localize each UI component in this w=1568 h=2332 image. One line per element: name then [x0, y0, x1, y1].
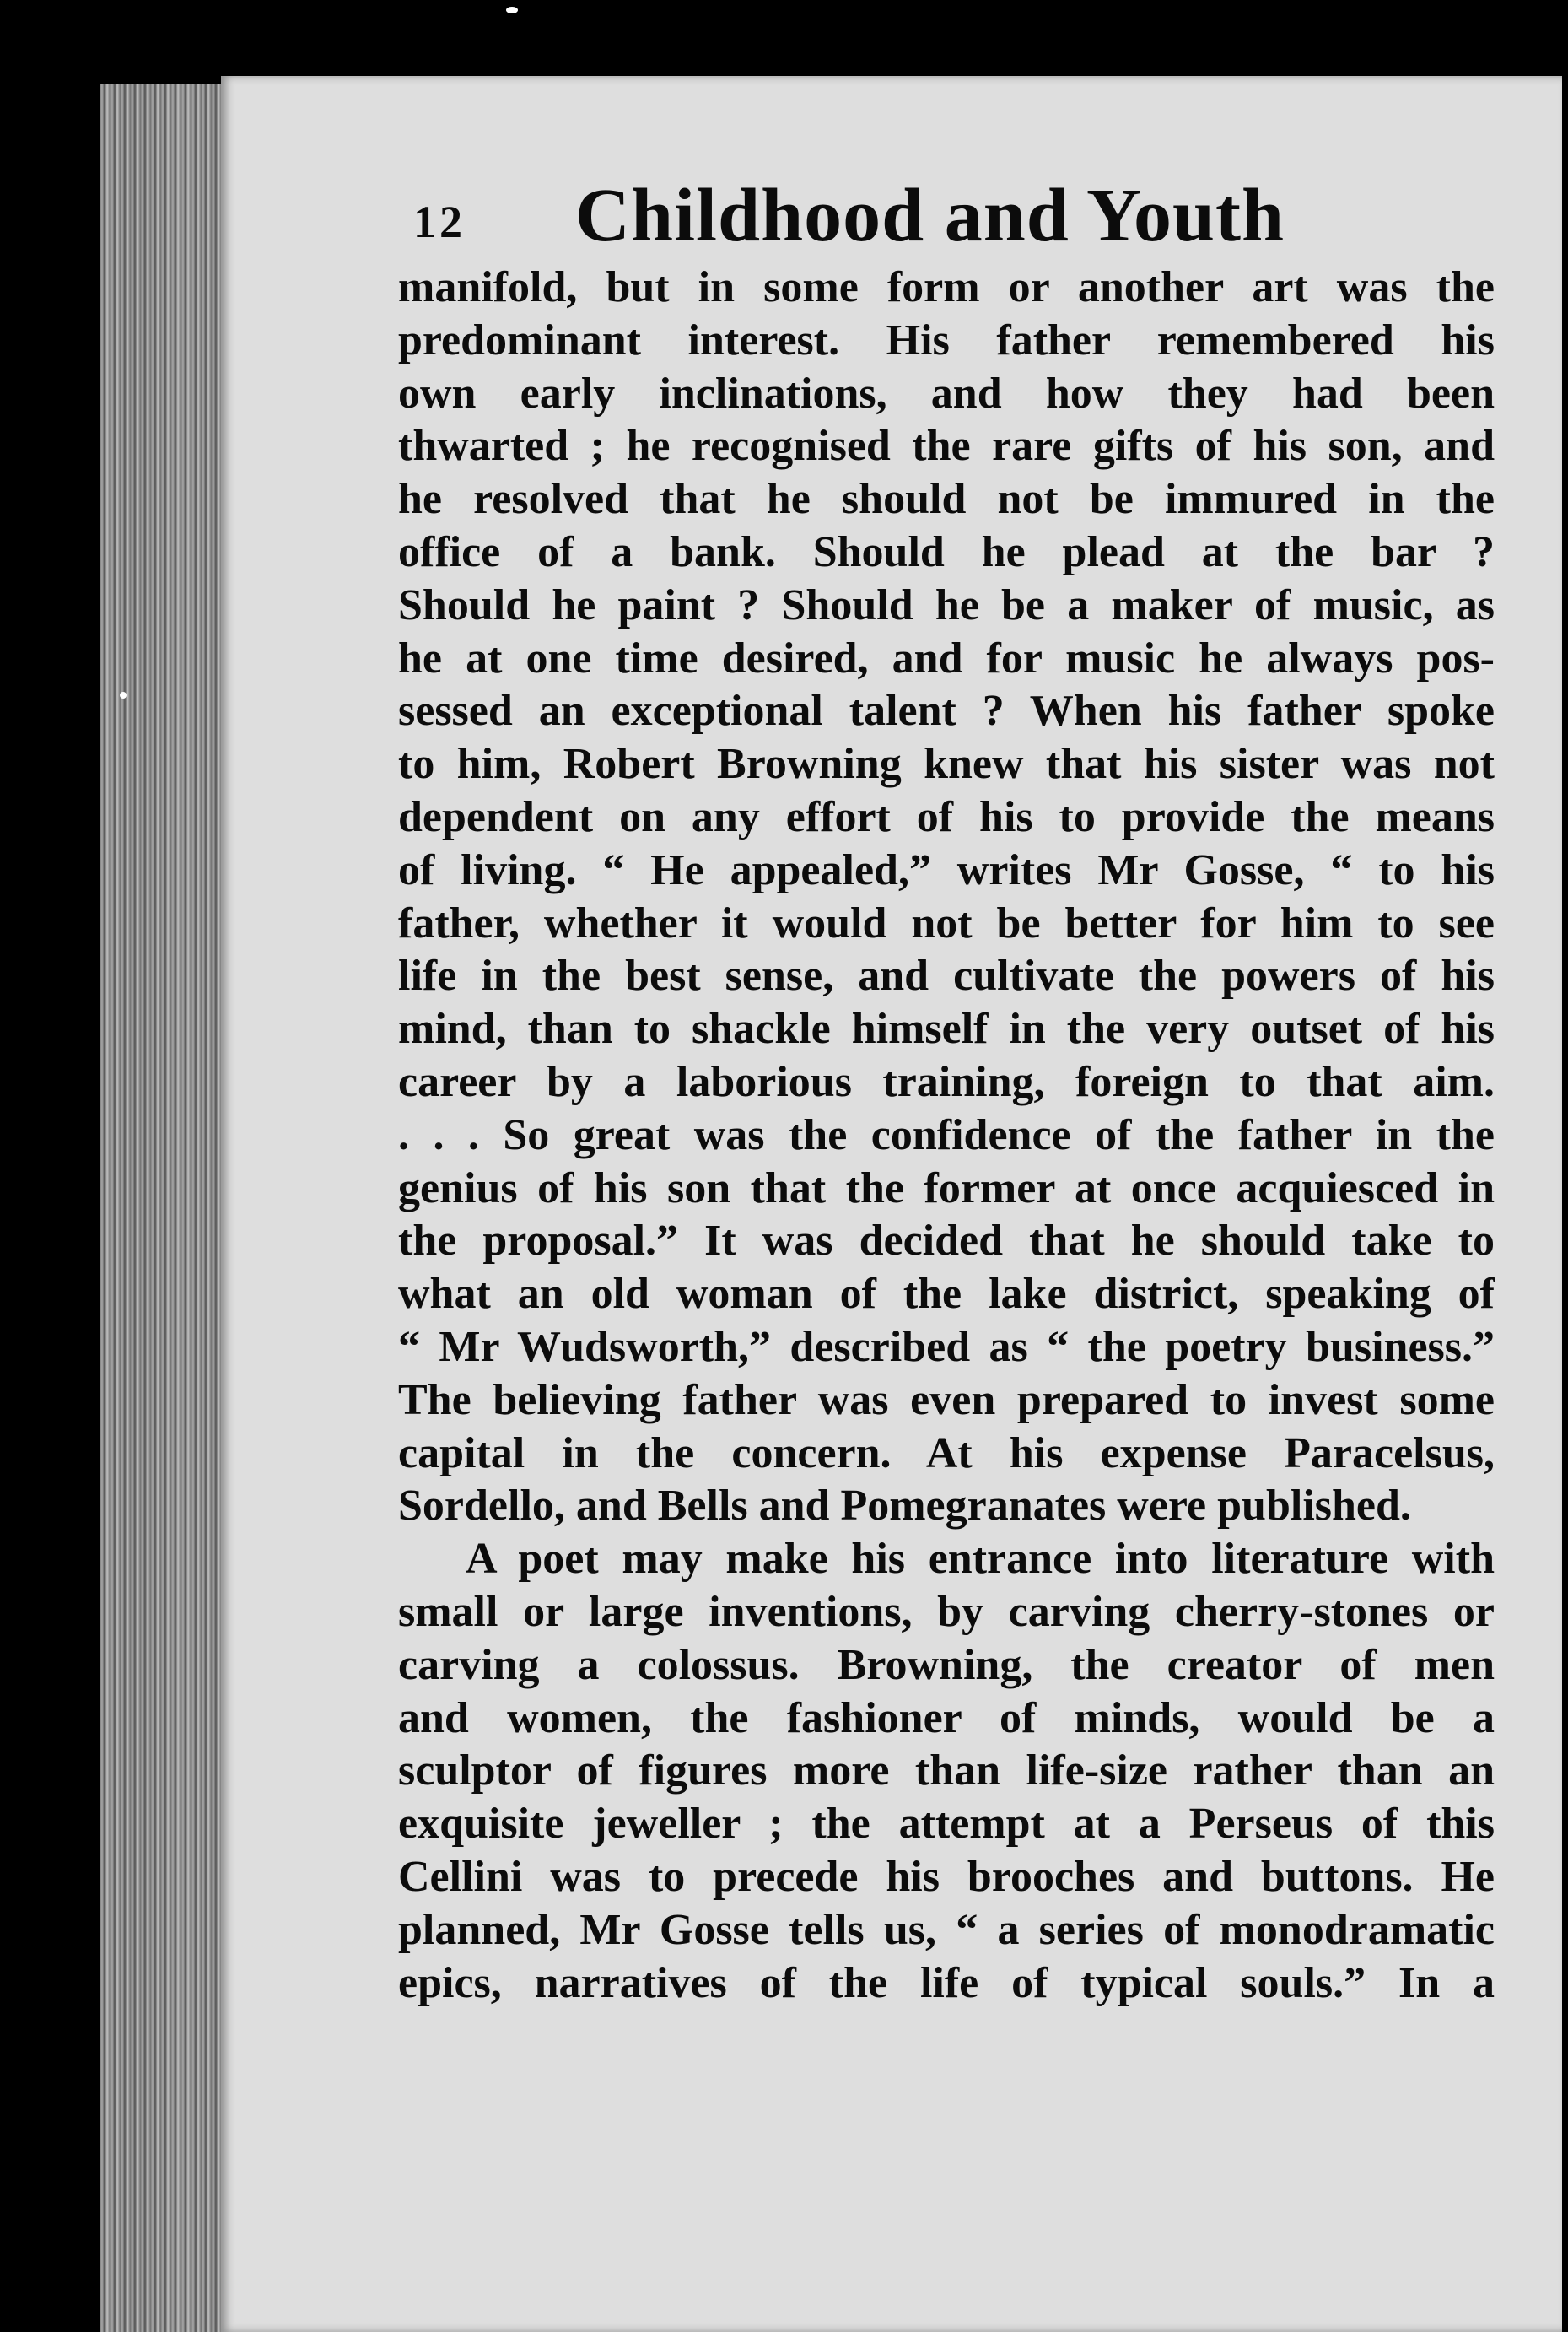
text-line: capital in the concern. At his expense Paracelsus, — [398, 1428, 1495, 1477]
text-line: sculptor of figures more than life-size rather than an — [398, 1746, 1495, 1795]
text-line: Should he paint ? Should he be a maker of music, as — [398, 580, 1495, 629]
text-line: to him, Robert Browning knew that his sister was not — [398, 740, 1495, 789]
text-line: thwarted ; he recognised the rare gifts of his son, and — [398, 422, 1495, 471]
dust-speck — [506, 7, 518, 13]
text-line: genius of his son that the former at once acquiesced in — [398, 1163, 1495, 1212]
text-line: carving a colossus. Browning, the creator of men — [398, 1640, 1495, 1689]
body-text — [390, 262, 1503, 2010]
running-head — [390, 143, 1503, 257]
text-line: mind, than to shackle himself in the very outset of his — [398, 1005, 1495, 1054]
book-page — [221, 76, 1562, 2332]
text-line: The believing father was even prepared to invest some — [398, 1375, 1495, 1424]
chapter-title: Childhood and Youth — [575, 174, 1285, 257]
text-line: epics, narratives of the life of typical souls.” In a — [398, 1958, 1495, 2007]
text-line: exquisite jeweller ; the attempt at a Perseus of this — [398, 1800, 1495, 1849]
text-line: predominant interest. His father remembered his — [398, 316, 1495, 364]
text-line: dependent on any effort of his to provide the means — [398, 792, 1495, 841]
book-page-edges — [100, 84, 230, 2332]
text-line: he resolved that he should not be immured in the — [398, 475, 1495, 524]
page-number: 12 — [413, 197, 466, 247]
text-line: own early inclinations, and how they had been — [398, 369, 1495, 418]
text-line: small or large inventions, by carving cherry-stones or — [398, 1587, 1495, 1636]
dust-speck — [120, 692, 127, 699]
text-line: Sordello, and Bells and Pomegranates were published. — [398, 1482, 1411, 1530]
text-line: of living. “ He appealed,” writes Mr Gosse, “ to his — [398, 845, 1495, 894]
text-line: planned, Mr Gosse tells us, “ a series of monodramatic — [398, 1905, 1495, 1954]
text-line: manifold, but in some form or another art was the — [398, 263, 1495, 311]
text-line: A poet may make his entrance into literature with — [466, 1535, 1495, 1584]
text-line: Cellini was to precede his brooches and buttons. He — [398, 1852, 1495, 1901]
text-line: “ Mr Wudsworth,” described as “ the poetry business.” — [398, 1322, 1495, 1371]
text-line: he at one time desired, and for music he always pos- — [398, 634, 1495, 683]
text-line: and women, the fashioner of minds, would be a — [398, 1693, 1495, 1742]
text-line: life in the best sense, and cultivate the powers of his — [398, 952, 1495, 1001]
text-line: father, whether it would not be better for him to see — [398, 899, 1495, 947]
text-line: career by a laborious training, foreign to that aim. — [398, 1057, 1495, 1106]
text-line: . . . So great was the confidence of the father in the — [398, 1110, 1495, 1159]
text-line: sessed an exceptional talent ? When his father spoke — [398, 687, 1495, 736]
text-line: office of a bank. Should he plead at the bar ? — [398, 527, 1495, 576]
text-line: the proposal.” It was decided that he should take to — [398, 1217, 1495, 1266]
text-line: what an old woman of the lake district, speaking of — [398, 1270, 1495, 1319]
page-content — [390, 143, 1503, 2010]
